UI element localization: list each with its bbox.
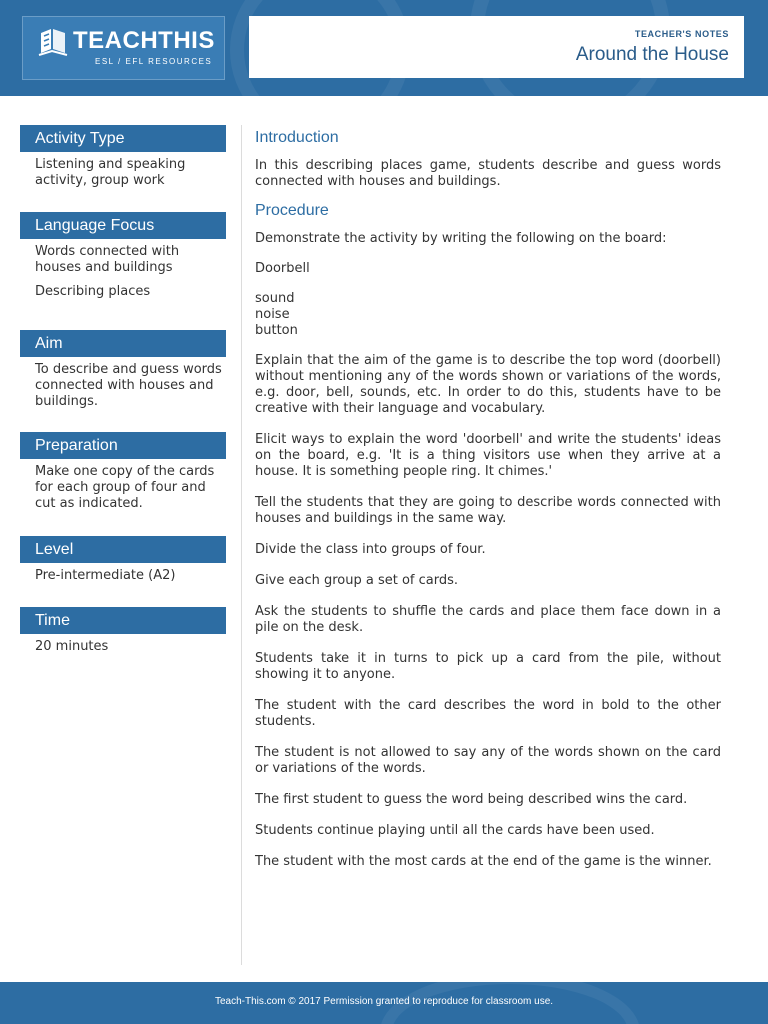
sidebar-heading: Aim	[20, 330, 226, 357]
procedure-paragraph: Tell the students that they are going to describe words connected with houses and buildings in the same way.	[255, 495, 721, 526]
procedure-paragraph: Students continue playing until all the cards have been used.	[255, 823, 655, 838]
title-box	[249, 16, 744, 78]
procedure-paragraph: Give each group a set of cards.	[255, 573, 459, 588]
book-icon	[37, 27, 69, 61]
footer	[0, 982, 768, 1024]
example-list-item: button	[255, 323, 298, 338]
page-title: Around the House	[575, 44, 729, 65]
introduction-text: In this describing places game, students describe and guess words connected with houses and buildings.	[255, 158, 721, 189]
sidebar-heading: Preparation	[20, 432, 226, 459]
sidebar-heading: Level	[20, 536, 226, 563]
sidebar-section-language-focus	[20, 212, 226, 330]
notes-label: TEACHER'S NOTES	[634, 29, 729, 39]
procedure-paragraph: The student with the most cards at the end of the game is the winner.	[255, 854, 712, 869]
procedure-paragraph: Demonstrate the activity by writing the following on the board:	[255, 231, 667, 246]
sidebar-heading: Time	[20, 607, 226, 634]
column-divider	[241, 125, 242, 965]
sidebar-text: Listening and speaking activity, group work	[35, 157, 186, 188]
procedure-heading: Procedure	[255, 202, 329, 219]
sidebar-section-time	[20, 607, 226, 655]
sidebar-heading: Activity Type	[20, 125, 226, 152]
sidebar	[20, 125, 226, 663]
sidebar-text: Words connected with houses and buildings	[35, 244, 180, 275]
procedure-paragraph: Students take it in turns to pick up a card from the pile, without showing it to anyone.	[255, 651, 721, 682]
footer-copyright: Teach-This.com © 2017 Permission granted to reproduce for classroom use.	[214, 996, 554, 1007]
procedure-paragraph: The student with the card describes the word in bold to the other students.	[255, 698, 721, 729]
logo-subtitle: ESL / EFL RESOURCES	[95, 57, 213, 66]
procedure-paragraph: Elicit ways to explain the word 'doorbell' and write the students' ideas on the board, e.g. 'It is a thing visitors use when they arrive at a house. It is something people ring. It chimes.'	[255, 432, 721, 479]
example-word-list	[255, 291, 721, 339]
procedure-paragraph: The student is not allowed to say any of the words shown on the card or variations of the words.	[255, 745, 721, 776]
procedure-paragraph: The first student to guess the word being described wins the card.	[255, 792, 688, 807]
example-list-item: noise	[255, 307, 290, 322]
logo-text: TEACHTHIS	[73, 27, 215, 54]
sidebar-text: Pre-intermediate (A2)	[35, 568, 176, 583]
sidebar-section-aim	[20, 330, 226, 432]
procedure-paragraph: Ask the students to shuffle the cards and place them face down in a pile on the desk.	[255, 604, 721, 635]
main-content	[255, 129, 721, 885]
example-word: Doorbell	[255, 261, 310, 276]
logo[interactable]	[22, 16, 225, 80]
sidebar-text: Make one copy of the cards for each group of four and cut as indicated.	[35, 464, 215, 511]
example-list-item: sound	[255, 291, 295, 306]
sidebar-section-activity-type	[20, 125, 226, 212]
procedure-paragraph: Explain that the aim of the game is to describe the top word (doorbell) without mentioning any of the words shown or variations of the words, e.g. door, bell, sounds, etc. In order to do this, students have to be creative with their language and vocabulary.	[255, 353, 721, 416]
sidebar-section-preparation	[20, 432, 226, 536]
sidebar-section-level	[20, 536, 226, 607]
sidebar-text: Describing places	[35, 284, 151, 299]
procedure-paragraph: Divide the class into groups of four.	[255, 542, 486, 557]
introduction-heading: Introduction	[255, 129, 339, 146]
header-banner	[0, 0, 768, 96]
sidebar-text: 20 minutes	[35, 639, 109, 654]
sidebar-text: To describe and guess words connected with houses and buildings.	[35, 362, 222, 409]
sidebar-heading: Language Focus	[20, 212, 226, 239]
